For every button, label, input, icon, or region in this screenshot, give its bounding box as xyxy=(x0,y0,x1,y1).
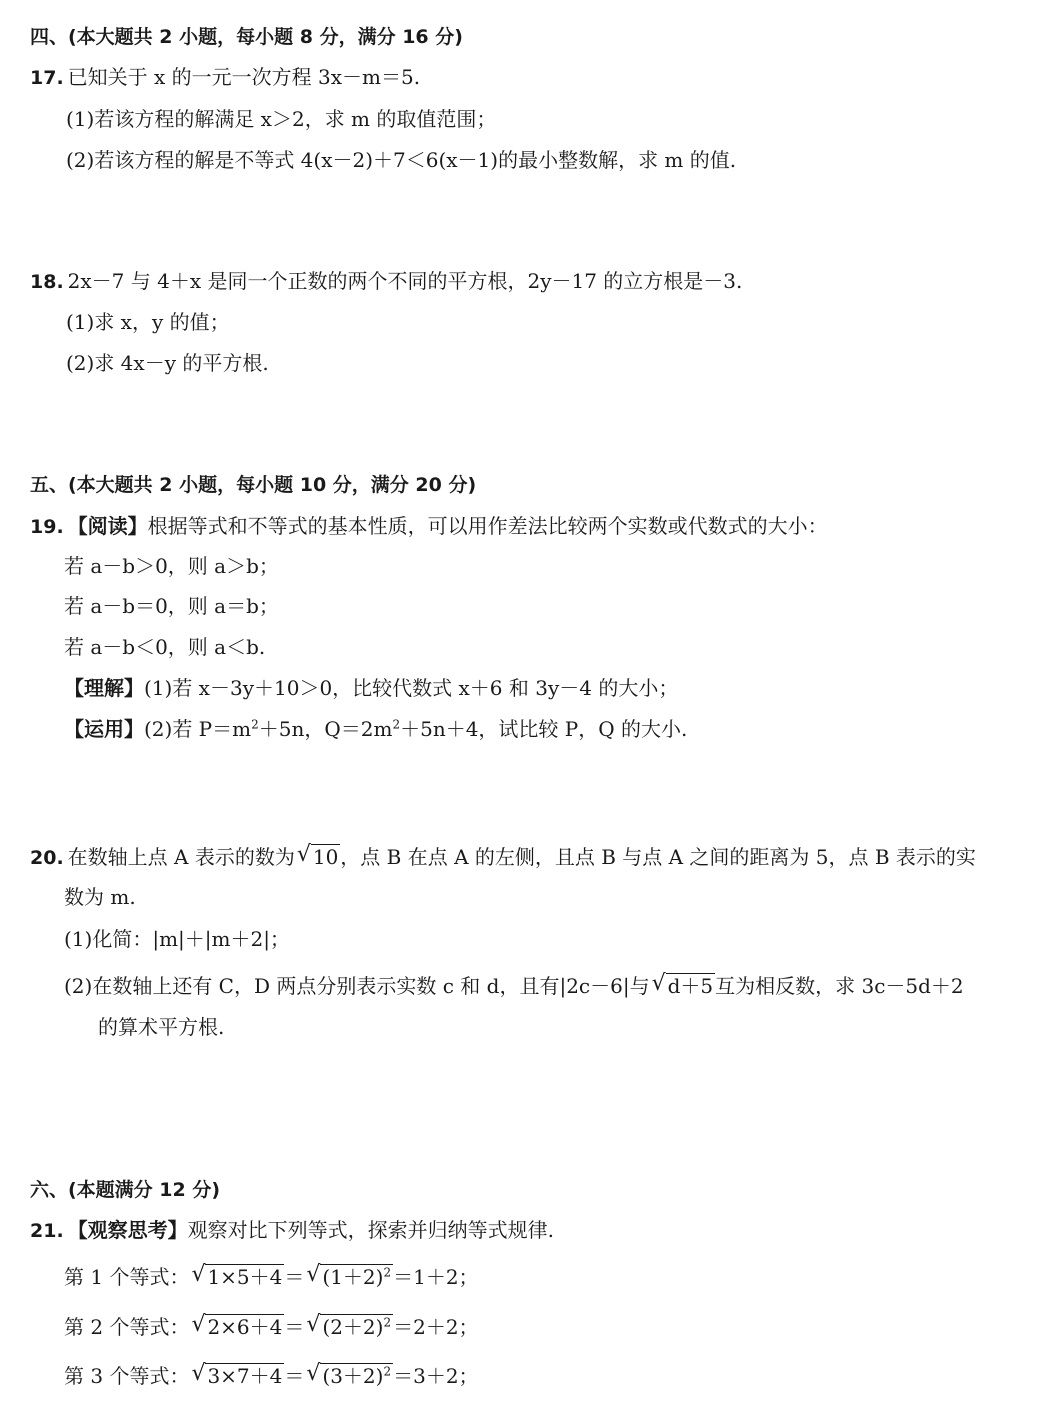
section-4-heading: 四、(本大题共 2 小题，每小题 8 分，满分 16 分) xyxy=(30,26,463,48)
exponent: 2 xyxy=(392,717,401,732)
sqrt-expression xyxy=(297,844,340,870)
question-20-part-2 xyxy=(64,973,964,999)
question-21-stem xyxy=(30,1217,554,1244)
part-text-a: (2)若 P＝m xyxy=(144,717,252,741)
understand-tag: 【理解】 xyxy=(64,676,144,700)
sqrt-expression xyxy=(191,1314,284,1340)
part-text-c: ＋5n＋4，试比较 P，Q 的大小. xyxy=(400,717,688,741)
radicand: d＋5 xyxy=(667,974,714,998)
radicand: 10 xyxy=(312,845,339,869)
question-text: 观察对比下列等式，探索并归纳等式规律. xyxy=(187,1218,555,1242)
equals: ＝ xyxy=(284,1265,305,1289)
question-text-a: 在数轴上点 A 表示的数为 xyxy=(67,845,295,869)
sqrt-expression xyxy=(306,1363,393,1389)
part-text: (1)若 x－3y＋10＞0，比较代数式 x＋6 和 3y－4 的大小； xyxy=(144,676,679,700)
question-text: 根据等式和不等式的基本性质，可以用作差法比较两个实数或代数式的大小： xyxy=(147,514,828,538)
observe-tag: 【观察思考】 xyxy=(67,1218,188,1242)
exponent: 2 xyxy=(383,1265,392,1280)
equation-label: 第 2 个等式： xyxy=(64,1315,190,1339)
question-number: 17. xyxy=(30,67,64,89)
question-text: 已知关于 x 的一元一次方程 3x－m＝5. xyxy=(67,65,421,89)
sqrt-expression xyxy=(306,1314,393,1340)
question-number: 19. xyxy=(30,516,64,538)
equation-tail: ＝2＋2； xyxy=(393,1315,479,1339)
question-number: 21. xyxy=(30,1220,64,1242)
question-19-rule-2: 若 a－b＝0，则 a＝b； xyxy=(64,594,279,618)
radicand: 2×6＋4 xyxy=(207,1315,283,1339)
question-19-part-2 xyxy=(64,716,687,742)
part-text-a: (2)在数轴上还有 C，D 两点分别表示实数 c 和 d，且有|2c－6|与 xyxy=(64,974,650,998)
exponent: 2 xyxy=(383,1364,392,1379)
read-tag: 【阅读】 xyxy=(67,514,148,538)
question-17-stem xyxy=(30,64,420,91)
part-text-b: 互为相反数，求 3c－5d＋2 xyxy=(715,974,964,998)
sqrt-expression xyxy=(306,1264,393,1290)
sqrt-expression xyxy=(191,1363,284,1389)
equals: ＝ xyxy=(284,1364,305,1388)
equation-label: 第 3 个等式： xyxy=(64,1364,190,1388)
question-text: 2x－7 与 4＋x 是同一个正数的两个不同的平方根，2y－17 的立方根是－3. xyxy=(67,269,743,293)
section-6-heading: 六、(本题满分 12 分) xyxy=(30,1179,221,1201)
question-number: 20. xyxy=(30,847,64,869)
sqrt-expression xyxy=(652,973,716,999)
question-17-part-2: (2)若该方程的解是不等式 4(x－2)＋7＜6(x－1)的最小整数解，求 m 的值. xyxy=(66,148,737,172)
question-text-b: ，点 B 在点 A 的左侧，且点 B 与点 A 之间的距离为 5，点 B 表示的实 xyxy=(340,845,976,869)
base: (2＋2) xyxy=(322,1315,384,1339)
question-17-part-1: (1)若该方程的解满足 x＞2，求 m 的取值范围； xyxy=(66,107,497,131)
sqrt-expression xyxy=(191,1264,284,1290)
question-19-rule-3: 若 a－b＜0，则 a＜b. xyxy=(64,635,266,659)
part-text-b: ＋5n，Q＝2m xyxy=(258,717,393,741)
question-18-stem xyxy=(30,268,742,295)
equation-2 xyxy=(64,1314,479,1340)
question-20-stem-cont: 数为 m. xyxy=(64,885,136,909)
question-19-stem xyxy=(30,513,828,540)
base: (3＋2) xyxy=(322,1364,384,1388)
question-number: 18. xyxy=(30,271,64,293)
exponent: 2 xyxy=(383,1315,392,1330)
equation-label: 第 1 个等式： xyxy=(64,1265,190,1289)
radicand xyxy=(320,1264,393,1289)
question-20-part-1: (1)化简：|m|＋|m＋2|； xyxy=(64,927,290,951)
radicand xyxy=(320,1363,393,1388)
question-19-part-1 xyxy=(64,675,678,701)
equals: ＝ xyxy=(284,1315,305,1339)
section-5-heading: 五、(本大题共 2 小题，每小题 10 分，满分 20 分) xyxy=(30,474,477,496)
question-20-stem xyxy=(30,844,976,871)
base: (1＋2) xyxy=(322,1265,384,1289)
equation-3 xyxy=(64,1363,479,1389)
radicand xyxy=(320,1314,393,1339)
equation-tail: ＝3＋2； xyxy=(393,1364,479,1388)
radicand: 1×5＋4 xyxy=(207,1265,283,1289)
question-19-rule-1: 若 a－b＞0，则 a＞b； xyxy=(64,554,279,578)
question-18-part-1: (1)求 x，y 的值； xyxy=(66,310,230,334)
equation-1 xyxy=(64,1264,479,1290)
exponent: 2 xyxy=(251,717,259,732)
radicand: 3×7＋4 xyxy=(207,1364,283,1388)
question-18-part-2: (2)求 4x－y 的平方根. xyxy=(66,351,269,375)
equation-tail: ＝1＋2； xyxy=(393,1265,479,1289)
apply-tag: 【运用】 xyxy=(64,717,144,741)
question-20-part-2-cont: 的算术平方根. xyxy=(98,1015,225,1039)
